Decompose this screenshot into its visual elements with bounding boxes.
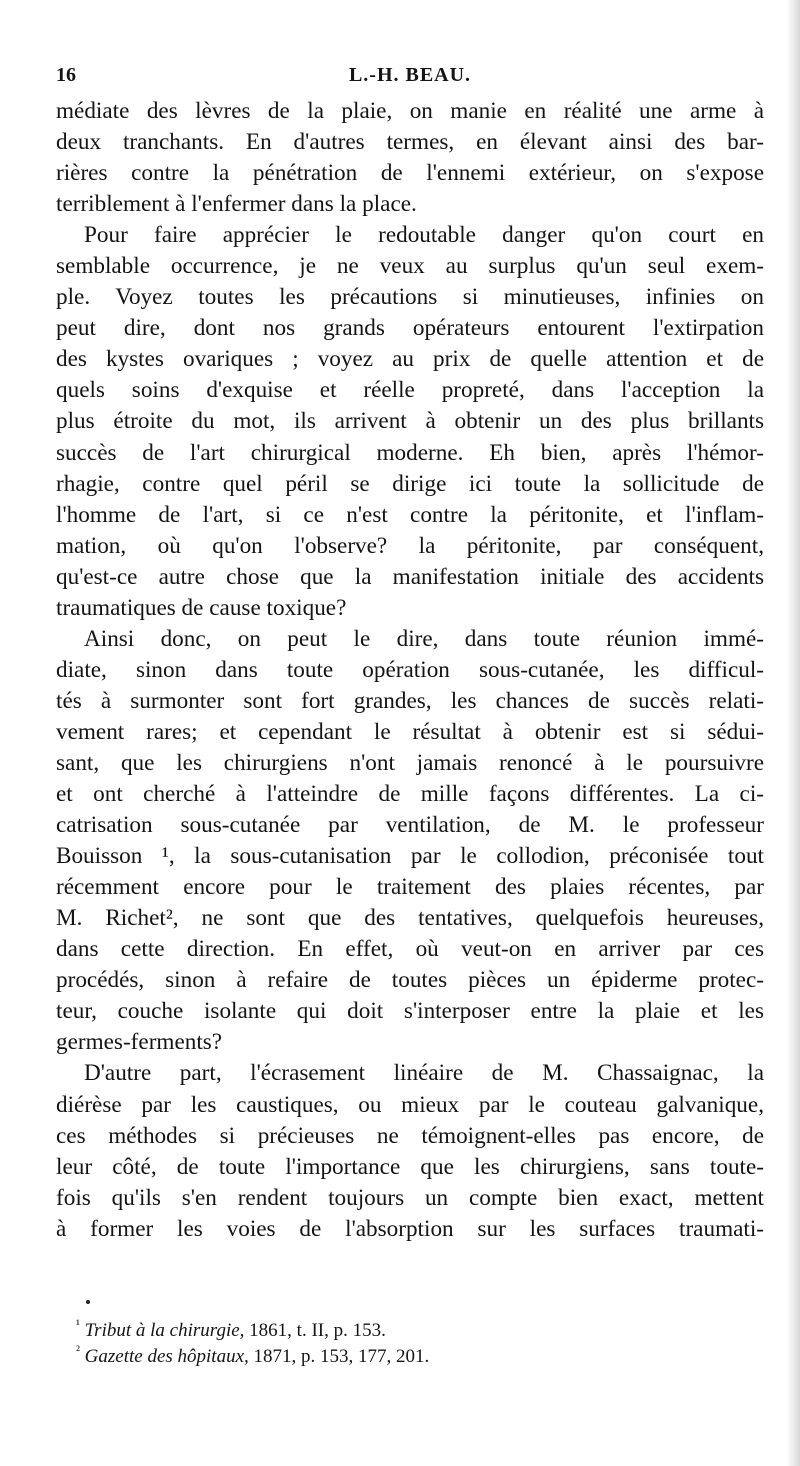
text-line: leur côté, de toute l'importance que les chirurgiens, sans toute- bbox=[56, 1153, 764, 1180]
text-line: médiate des lèvres de la plaie, on manie en réalité une arme à bbox=[56, 98, 764, 124]
footnote-reference: 1861, t. II, p. 153. bbox=[244, 1320, 386, 1341]
text-line: M. Richet², ne sont que des tentatives, quelquefois heureuses, bbox=[56, 905, 764, 932]
text-line: Bouisson ¹, la sous-cutanisation par le collodion, préconisée tout bbox=[56, 843, 764, 870]
text-line: sant, que les chirurgiens n'ont jamais renoncé à le poursuivre bbox=[56, 749, 764, 776]
body-text bbox=[56, 96, 764, 1245]
footnote-mark: ¹ bbox=[76, 1316, 80, 1332]
paragraph bbox=[56, 624, 764, 1059]
paragraph bbox=[56, 96, 764, 220]
text-line: teur, couche isolante qui doit s'interposer entre la plaie et les bbox=[56, 998, 764, 1025]
text-line: l'homme de l'art, si ce n'est contre la péritonite, et l'inflam- bbox=[56, 501, 764, 528]
text-line: rhagie, contre quel péril se dirige ici toute la sollicitude de bbox=[56, 470, 764, 497]
page-header bbox=[56, 64, 764, 90]
paragraph bbox=[56, 220, 764, 624]
text-line: semblable occurrence, je ne veux au surplus qu'un seul exem- bbox=[56, 253, 764, 280]
paragraph bbox=[56, 1058, 764, 1244]
text-line: mation, où qu'on l'observe? la péritonite, par conséquent, bbox=[56, 532, 764, 559]
footnotes bbox=[76, 1318, 756, 1370]
text-line: vement rares; et cependant le résultat à obtenir est si sédui- bbox=[56, 718, 764, 745]
text-line: terriblement à l'enfermer dans la place. bbox=[56, 191, 417, 218]
footnote-mark: ² bbox=[76, 1342, 80, 1358]
page-number: 16 bbox=[56, 64, 76, 86]
text-line: dans cette direction. En effet, où veut-on en arriver par ces bbox=[56, 936, 764, 963]
text-line: plus étroite du mot, ils arrivent à obtenir un des plus brillants bbox=[56, 408, 764, 435]
text-line: catrisation sous-cutanée par ventilation, de M. le professeur bbox=[56, 812, 764, 839]
text-line: deux tranchants. En d'autres termes, en élevant ainsi des bar- bbox=[56, 129, 764, 156]
text-line: ple. Voyez toutes les précautions si minutieuses, infinies on bbox=[56, 284, 764, 311]
text-line: rières contre la pénétration de l'ennemi extérieur, on s'expose bbox=[56, 160, 764, 187]
running-head: L.-H. BEAU. bbox=[348, 64, 472, 86]
page-edge-shadow bbox=[786, 0, 800, 1466]
text-line: quels soins d'exquise et réelle propreté, dans l'acception la bbox=[56, 377, 764, 404]
text-line: des kystes ovariques ; voyez au prix de quelle attention et de bbox=[56, 346, 764, 373]
text-line: à former les voies de l'absorption sur les surfaces traumati- bbox=[56, 1215, 764, 1242]
text-line: D'autre part, l'écrasement linéaire de M. Chassaignac, la bbox=[84, 1060, 764, 1087]
text-line: succès de l'art chirurgical moderne. Eh bien, après l'hémor- bbox=[56, 439, 764, 466]
text-line: fois qu'ils s'en rendent toujours un compte bien exact, mettent bbox=[56, 1184, 764, 1211]
text-line: diate, sinon dans toute opération sous-cutanée, les difficul- bbox=[56, 656, 764, 683]
footnote-reference: 1871, p. 153, 177, 201. bbox=[248, 1346, 430, 1367]
text-line: germes-ferments? bbox=[56, 1029, 223, 1056]
text-line: et ont cherché à l'atteindre de mille façons différentes. La ci- bbox=[56, 781, 764, 808]
text-line: diérèse par les caustiques, ou mieux par le couteau galvanique, bbox=[56, 1091, 764, 1118]
print-speck bbox=[86, 1300, 90, 1304]
footnote bbox=[76, 1344, 756, 1370]
text-line: Pour faire apprécier le redoutable danger qu'on court en bbox=[84, 222, 764, 249]
text-line: ces méthodes si précieuses ne témoignent-elles pas encore, de bbox=[56, 1122, 764, 1149]
footnote bbox=[76, 1318, 756, 1344]
text-line: peut dire, dont nos grands opérateurs entourent l'extirpation bbox=[56, 315, 764, 342]
text-line: tés à surmonter sont fort grandes, les chances de succès relati- bbox=[56, 687, 764, 714]
text-line: procédés, sinon à refaire de toutes pièces un épiderme protec- bbox=[56, 967, 764, 994]
text-line: Ainsi donc, on peut le dire, dans toute réunion immé- bbox=[84, 625, 764, 652]
footnote-source: Tribut à la chirurgie, bbox=[84, 1320, 245, 1341]
text-line: qu'est-ce autre chose que la manifestation initiale des accidents bbox=[56, 563, 764, 590]
footnote-source: Gazette des hôpitaux, bbox=[84, 1346, 249, 1367]
text-line: récemment encore pour le traitement des plaies récentes, par bbox=[56, 874, 764, 901]
text-line: traumatiques de cause toxique? bbox=[56, 594, 347, 621]
